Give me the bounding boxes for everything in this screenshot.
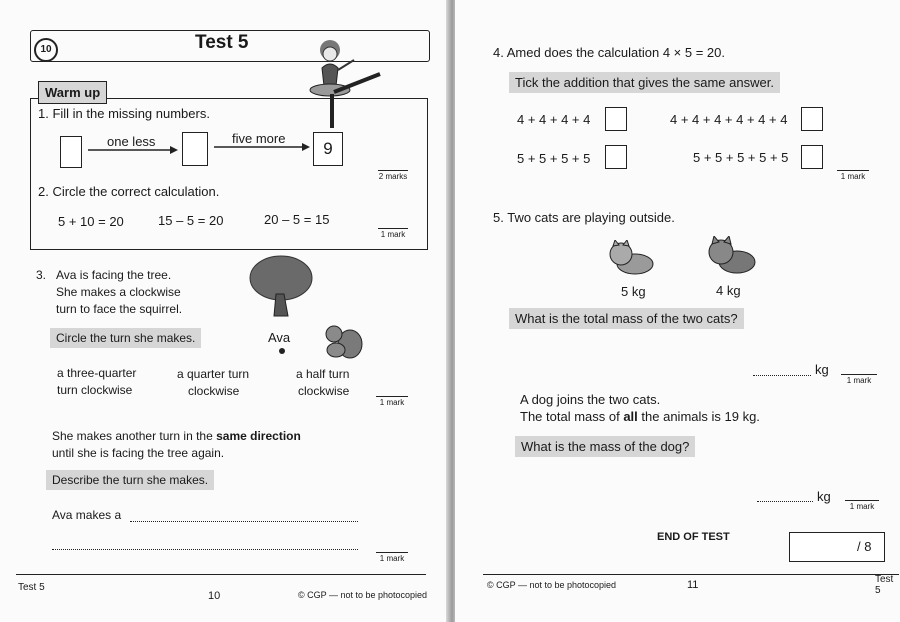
left-footer-test: Test 5 — [18, 582, 45, 593]
cat-1-mass: 5 kg — [621, 284, 646, 299]
q5-dog-line-2 — [520, 409, 760, 424]
q2-option-3[interactable]: 20 – 5 = 15 — [264, 212, 330, 227]
left-footer-copyright: © CGP — not to be photocopied — [298, 590, 428, 600]
q3-number: 3. — [36, 268, 47, 282]
right-page — [455, 0, 900, 622]
q2-option-1[interactable]: 5 + 10 = 20 — [58, 214, 124, 229]
arrow-right-icon — [88, 145, 178, 155]
warm-up-label: Warm up — [38, 81, 107, 104]
ava-position-dot — [279, 348, 285, 354]
score-total: / 8 — [857, 539, 872, 554]
q4-option-3: 5 + 5 + 5 + 5 — [517, 151, 591, 166]
q4-tick-box-1[interactable] — [605, 107, 627, 131]
left-footer-rule — [16, 574, 426, 575]
q5-answer-line[interactable] — [753, 374, 811, 376]
q5-dog-text-b: the animals is 19 kg. — [637, 409, 760, 424]
q5-dog-text-a: The total mass of — [520, 409, 624, 424]
cat-2-illustration — [705, 236, 757, 276]
q3-option-2-line-2[interactable]: clockwise — [188, 384, 240, 398]
q3-option-1-line-2[interactable]: turn clockwise — [57, 383, 133, 397]
q4-option-2: 4 + 4 + 4 + 4 + 4 + 4 — [670, 112, 788, 127]
page-title: Test 5 — [195, 32, 249, 53]
q3-answer-lead: Ava makes a — [52, 508, 122, 522]
q3-option-3-line-2[interactable]: clockwise — [298, 384, 350, 398]
q3-marks-2: 1 mark — [376, 552, 408, 563]
q5-label: 5. Two cats are playing outside. — [493, 210, 675, 225]
q3-prompt: Circle the turn she makes. — [50, 328, 201, 348]
q1-answer-box-2[interactable] — [182, 132, 208, 166]
cat-1-illustration — [605, 240, 655, 276]
q3-option-3-line-1[interactable]: a half turn — [296, 367, 350, 381]
right-footer-copyright: © CGP — not to be photocopied — [487, 580, 617, 590]
q5-answer-line-2[interactable] — [757, 500, 813, 502]
q3-option-1-line-1[interactable]: a three-quarter — [57, 366, 137, 380]
tree-illustration — [248, 254, 314, 318]
q1-marks: 2 marks — [378, 172, 408, 181]
q5-prompt: What is the total mass of the two cats? — [509, 308, 744, 329]
q5-unit: kg — [815, 362, 829, 377]
cat-2-mass: 4 kg — [716, 283, 741, 298]
q3-more-bold: same direction — [216, 429, 301, 443]
q2-option-2[interactable]: 15 – 5 = 20 — [158, 213, 224, 228]
q4-prompt: Tick the addition that gives the same answer. — [509, 72, 780, 93]
q2-label: 2. Circle the correct calculation. — [38, 184, 220, 199]
q3-more-line-1 — [52, 429, 301, 443]
q1-given-value: 9 — [313, 132, 343, 166]
q3-answer-line-2[interactable] — [52, 548, 358, 550]
q5-marks-2: 1 mark — [845, 500, 879, 511]
end-of-test: END OF TEST — [657, 531, 730, 543]
q3-more-text: She makes another turn in the — [52, 429, 217, 443]
q4-tick-box-2[interactable] — [801, 107, 823, 131]
test-badge: 10 — [34, 38, 58, 62]
q3-marks: 1 mark — [376, 396, 408, 407]
q2-marks: 1 mark — [378, 228, 408, 239]
q4-option-1: 4 + 4 + 4 + 4 — [517, 112, 591, 127]
q4-tick-box-3[interactable] — [605, 145, 627, 169]
q3-prompt-2: Describe the turn she makes. — [46, 470, 214, 490]
q1-answer-box-1[interactable] — [60, 136, 82, 168]
right-footer-rule — [483, 574, 899, 575]
q5-prompt-2: What is the mass of the dog? — [515, 436, 695, 457]
q5-dog-bold: all — [623, 409, 638, 424]
arrow-right-icon — [214, 142, 310, 152]
q3-answer-line-1[interactable] — [130, 520, 358, 522]
q3-option-2-line-1[interactable]: a quarter turn — [177, 367, 250, 381]
squirrel-illustration — [322, 320, 364, 360]
right-footer-test: Test 5 — [875, 574, 894, 596]
q3-line-1: Ava is facing the tree. — [56, 268, 172, 282]
q4-tick-box-4[interactable] — [801, 145, 823, 169]
left-footer-page: 10 — [208, 590, 221, 602]
q3-more-line-2: until she is facing the tree again. — [52, 446, 225, 460]
q1-one-less: one less — [107, 134, 156, 149]
q5-dog-line-1: A dog joins the two cats. — [520, 392, 661, 407]
q1-five-more: five more — [232, 131, 286, 146]
q4-label: 4. Amed does the calculation 4 × 5 = 20. — [493, 45, 725, 60]
q5-unit-2: kg — [817, 489, 831, 504]
q3-line-3: turn to face the squirrel. — [56, 302, 183, 316]
q1-label: 1. Fill in the missing numbers. — [38, 106, 210, 121]
q5-marks: 1 mark — [841, 374, 877, 385]
q4-marks: 1 mark — [837, 170, 869, 181]
ava-label: Ava — [268, 330, 291, 345]
q4-option-4: 5 + 5 + 5 + 5 + 5 — [693, 150, 789, 165]
q3-line-2: She makes a clockwise — [56, 285, 181, 299]
right-footer-page: 11 — [687, 579, 699, 591]
